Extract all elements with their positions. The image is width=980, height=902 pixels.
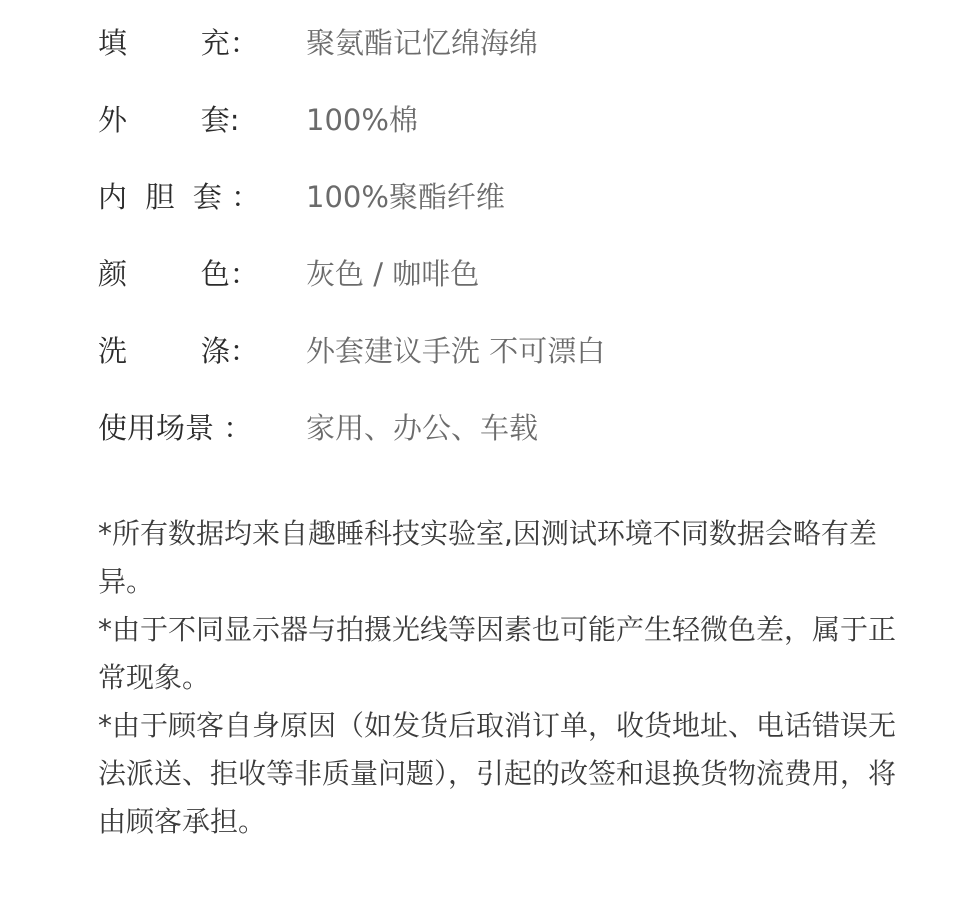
spec-value: 灰色 / 咖啡色: [306, 257, 480, 291]
spec-row-outer-cover: [98, 95, 918, 172]
spec-value: 家用、办公、车载: [306, 411, 539, 445]
spec-row-inner-cover: [98, 172, 918, 249]
spec-label: 外 套:: [98, 103, 240, 137]
spec-row-color: [98, 249, 918, 326]
spec-value: 外套建议手洗 不可漂白: [306, 334, 606, 368]
spec-value: 聚氨酯记忆绵海绵: [306, 26, 539, 60]
note-color-difference: *由于不同显示器与拍摄光线等因素也可能产生轻微色差，属于正常现象。: [98, 613, 897, 694]
spec-label: 洗 涤：: [98, 334, 259, 368]
note-data-source: *所有数据均来自趣睡科技实验室,因测试环境不同数据会略有差异。: [98, 517, 877, 598]
spec-list: [98, 18, 918, 480]
spec-row-filling: [98, 18, 918, 95]
spec-value: 100%聚酯纤维: [306, 180, 505, 214]
note-return-shipping: *由于顾客自身原因（如发货后取消订单，收货地址、电话错误无法派送、拒收等非质量问题），引起的改签和退换货物流费用，将由顾客承担。: [98, 709, 897, 838]
spec-row-washing: [98, 326, 918, 403]
spec-value: 100%棉: [306, 103, 418, 137]
disclaimer-notes: [98, 510, 898, 846]
spec-label: 颜 色：: [98, 257, 259, 291]
spec-row-usage: [98, 403, 918, 480]
spec-label: 内 胆 套 ：: [98, 180, 261, 214]
spec-label: 填 充：: [98, 26, 259, 60]
spec-label: 使用场景 ：: [98, 411, 253, 445]
